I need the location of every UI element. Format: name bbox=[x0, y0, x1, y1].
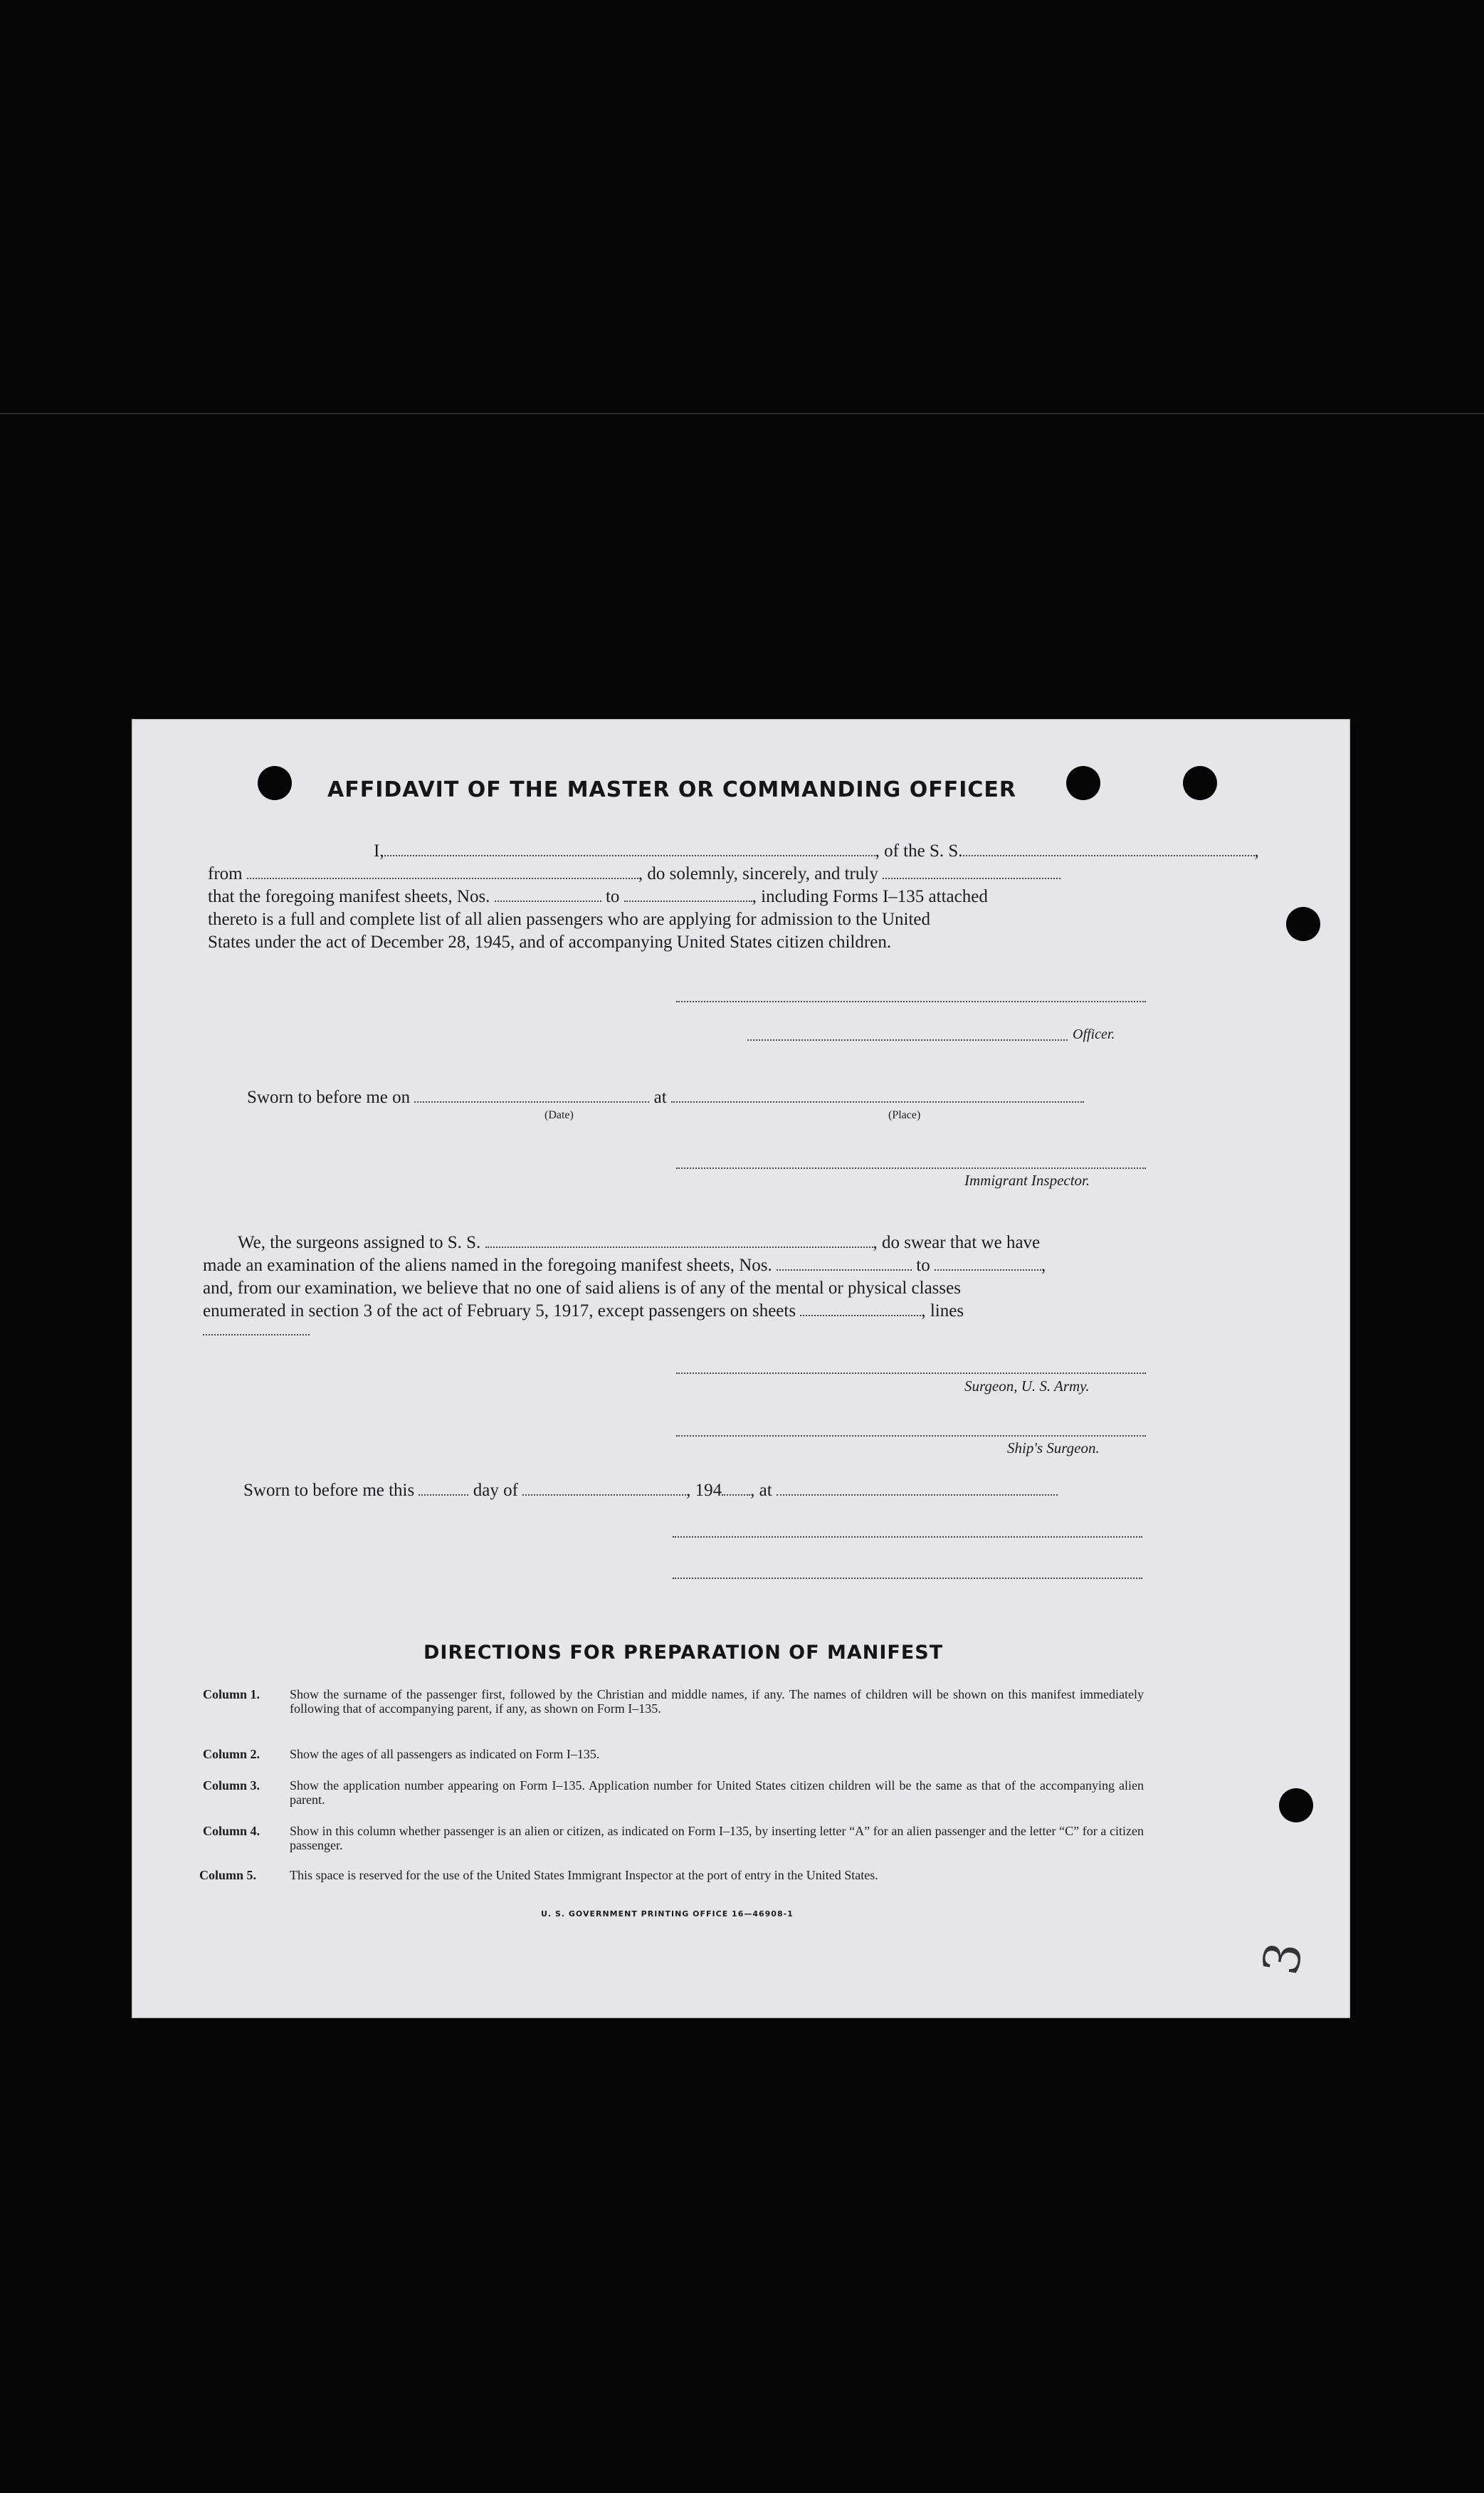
sworn-place-field[interactable] bbox=[671, 1097, 1084, 1103]
affidavit-line-4: thereto is a full and complete list of all alien passengers who are applying for admission to the United bbox=[208, 910, 931, 929]
surgeon-sheet-to-field[interactable] bbox=[935, 1265, 1041, 1271]
oath-blank-field[interactable] bbox=[883, 873, 1061, 879]
army-surgeon-signature-line[interactable] bbox=[676, 1373, 1146, 1374]
punch-hole bbox=[258, 766, 292, 800]
surgeons-line-3: and, from our examination, we believe that no one of said aliens is of any of the mental or physical classes bbox=[203, 1279, 961, 1298]
except-sheets-field[interactable] bbox=[800, 1311, 921, 1316]
from-port-field[interactable] bbox=[247, 873, 638, 879]
sworn-day-field[interactable] bbox=[419, 1490, 468, 1496]
direction-label: Column 1. bbox=[203, 1687, 261, 1701]
direction-text: Show the ages of all passengers as indicated on Form I–135. bbox=[290, 1747, 600, 1761]
army-surgeon-label: Surgeon, U. S. Army. bbox=[964, 1377, 1090, 1395]
sworn-line: Sworn to before me on at bbox=[247, 1088, 1084, 1108]
inspector-signature-line[interactable] bbox=[676, 1167, 1146, 1169]
sworn-date-field[interactable] bbox=[414, 1097, 649, 1103]
surgeons-line-2: made an examination of the aliens named in the foregoing manifest sheets, Nos. to , bbox=[203, 1256, 1046, 1275]
manifest-form-page bbox=[132, 719, 1350, 2018]
surgeon-ship-field[interactable] bbox=[485, 1242, 873, 1248]
master-name-field[interactable] bbox=[384, 851, 875, 856]
punch-hole bbox=[1279, 1788, 1313, 1822]
ship-surgeon-label: Ship's Surgeon. bbox=[1007, 1439, 1100, 1457]
surgeons-line-4: enumerated in section 3 of the act of February 5, 1917, except passengers on sheets , lines bbox=[203, 1301, 964, 1321]
inspector-label: Immigrant Inspector. bbox=[964, 1172, 1090, 1189]
punch-hole bbox=[1286, 907, 1320, 941]
ship-surgeon-signature-line[interactable] bbox=[676, 1435, 1146, 1437]
punch-hole bbox=[1183, 766, 1217, 800]
officer-signature-line[interactable] bbox=[747, 1039, 1068, 1041]
signature-line[interactable] bbox=[676, 1001, 1146, 1002]
affidavit-line-5: States under the act of December 28, 1945, and of accompanying United States citizen children. bbox=[208, 933, 892, 952]
direction-label: Column 5. bbox=[199, 1868, 257, 1882]
direction-label: Column 4. bbox=[203, 1824, 261, 1838]
affidavit-line-1: I, , of the S. S. , bbox=[374, 841, 1259, 861]
punch-hole bbox=[1066, 766, 1100, 800]
sheet-number-to-field[interactable] bbox=[624, 896, 752, 902]
date-label: (Date) bbox=[544, 1109, 574, 1121]
inspector-signature-line-2[interactable] bbox=[673, 1536, 1142, 1538]
affidavit-line-2: from , do solemnly, sincerely, and truly bbox=[208, 864, 1061, 884]
handwritten-page-mark: 3 bbox=[1251, 1937, 1315, 1980]
place-label: (Place) bbox=[888, 1109, 921, 1121]
sheet-number-from-field[interactable] bbox=[495, 896, 601, 902]
direction-text: This space is reserved for the use of the United States Immigrant Inspector at the port of entry in the United States. bbox=[290, 1868, 878, 1882]
directions-title: DIRECTIONS FOR PREPARATION OF MANIFEST bbox=[423, 1642, 944, 1664]
scan-artifact-line bbox=[0, 413, 1484, 414]
lines-field[interactable] bbox=[203, 1334, 310, 1335]
officer-label: Officer. bbox=[1073, 1027, 1115, 1042]
surgeons-sworn-line: Sworn to before me this day of , 194 , at bbox=[243, 1481, 1058, 1501]
printing-office-footer: U. S. GOVERNMENT PRINTING OFFICE 16—46908-1 bbox=[541, 1909, 794, 1919]
sworn-month-field[interactable] bbox=[522, 1490, 686, 1496]
affidavit-line-3: that the foregoing manifest sheets, Nos. to , including Forms I–135 attached bbox=[208, 887, 988, 906]
sworn-year-field[interactable] bbox=[722, 1490, 750, 1496]
surgeons-line-1: We, the surgeons assigned to S. S. , do swear that we have bbox=[238, 1233, 1041, 1252]
inspector-signature-line-3[interactable] bbox=[673, 1578, 1142, 1579]
direction-label: Column 2. bbox=[203, 1747, 261, 1761]
affidavit-title: AFFIDAVIT OF THE MASTER OR COMMANDING OFFICER bbox=[327, 777, 1016, 802]
direction-label: Column 3. bbox=[203, 1778, 261, 1793]
sworn-at-field[interactable] bbox=[777, 1490, 1058, 1496]
ship-name-field[interactable] bbox=[963, 851, 1255, 856]
direction-text: Show the application number appearing on Form I–135. Application number for United States citizen children will be the same as that of the accompanying alien parent. bbox=[290, 1778, 1144, 1807]
direction-text: Show in this column whether passenger is an alien or citizen, as indicated on Form I–135, by inserting letter “A” for an alien passenger and the letter “C” for a citizen passenger. bbox=[290, 1824, 1144, 1852]
surgeon-sheet-from-field[interactable] bbox=[777, 1265, 912, 1271]
direction-text: Show the surname of the passenger first, followed by the Christian and middle names, if any. The names of children will be shown on this manifest immediately following that of accompanying parent, if any, as shown on Form I–135. bbox=[290, 1687, 1144, 1716]
